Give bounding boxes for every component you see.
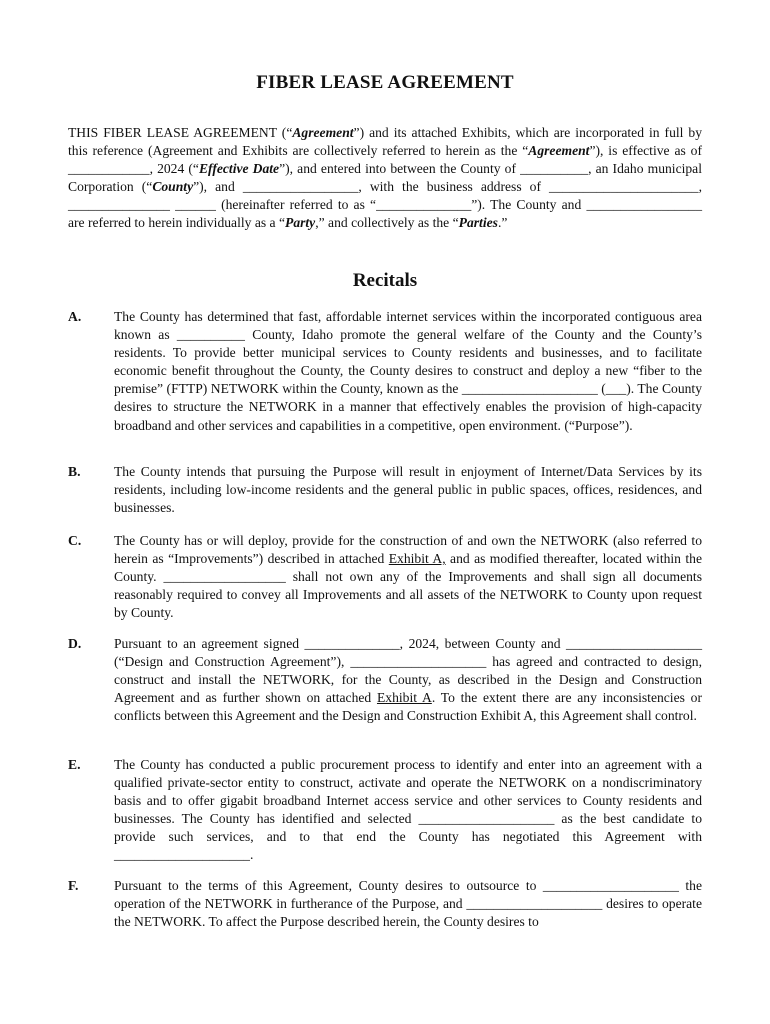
recital-b	[68, 463, 702, 517]
recital-letter: B.	[68, 464, 81, 479]
defined-term-county: County	[152, 179, 194, 195]
intro-text-part: ”), is effective as of ____________, 2024 (“	[68, 143, 702, 177]
recital-e	[68, 756, 702, 865]
recital-text: The County has conducted a public procurement process to identify and enter into an agreement with a qualified private-sector entity to construct, activate and operate the NETWORK on a nondiscriminatory basis and to offer gigabit broadband Internet access service and other services to County residents and businesses. The County has identified and selected ____________________ as the best candidate to provide such services, and to that end the County has negotiated this Agreement with ____________________.	[114, 757, 702, 863]
recital-text: Pursuant to the terms of this Agreement, County desires to outsource to ____________________ the operation of the NETWORK in furtherance of the Purpose, and ____________________ desires to operate the NETWORK. To affect the Purpose described herein, the County desires to	[114, 878, 702, 930]
recital-text-part: . To the extent there are any inconsistencies or conflicts between this Agreement and the Design and Construction Exhibit A, this Agreement shall control.	[114, 690, 702, 724]
recital-letter: E.	[68, 757, 81, 772]
recital-text	[114, 635, 702, 725]
recital-text-part: Pursuant to an agreement signed ______________, 2024, between County and ____________________ (“Design and Construction Agreement”), ____________________ has agreed and contracted to design, construct and install the NETWORK, for the County, as described in the Design and Construction Agreement and as further shown on attached	[114, 636, 702, 706]
intro-text-part: ,” and collectively as the “	[315, 215, 459, 231]
intro-paragraph	[68, 124, 702, 233]
defined-term-parties: Parties	[458, 215, 498, 231]
intro-text-part: .”	[497, 215, 508, 231]
defined-term-effective-date: Effective Date	[198, 161, 280, 177]
exhibit-a-reference: Exhibit A,	[388, 551, 446, 567]
intro-text-part: THIS FIBER LEASE AGREEMENT (“	[68, 125, 293, 140]
recital-text-part: and as modified thereafter, located within the County. __________________ shall not own any of the Improvements and shall sign all documents reasonably required to convey all Improvements and all assets of the NETWORK to County upon request by County.	[114, 551, 702, 621]
defined-term-agreement: Agreement	[528, 143, 590, 159]
intro-text-part: ”) and its attached Exhibits, which are incorporated in full by this reference (Agreement and Exhibits are collectively referred to herein as the “	[68, 125, 702, 159]
intro-text	[68, 124, 702, 233]
recital-text-part: The County has or will deploy, provide for the construction of and own the NETWORK (also referred to herein as “Improvements”) described in attached	[114, 533, 702, 567]
recital-a	[68, 308, 702, 435]
recital-letter: D.	[68, 636, 82, 651]
recital-text	[114, 532, 702, 622]
defined-term-agreement: Agreement	[292, 125, 354, 140]
intro-text-part: ”), and entered into between the County of __________, an Idaho municipal Corporation (“	[68, 161, 702, 195]
exhibit-a-reference: Exhibit A	[376, 690, 432, 706]
recital-text: The County has determined that fast, affordable internet services within the incorporated contiguous area known as __________ County, Idaho promote the general welfare of the County and the County’s residents. To provide better municipal services to County residents and businesses, and to facilitate economic benefit throughout the County, the County desires to construct and deploy a new “fiber to the premise” (FTTP) NETWORK within the County, known as the ____________________ (___). The County desires to structure the NETWORK in a manner that effectively enables the provision of high-capacity broadband and other services and capabilities in a competitive, open environment. (“Purpose”).	[114, 309, 702, 433]
recital-letter: C.	[68, 533, 82, 548]
document-title: FIBER LEASE AGREEMENT	[256, 72, 514, 93]
recital-text: The County intends that pursuing the Purpose will result in enjoyment of Internet/Data Services by its residents, including low-income residents and the general public in public spaces, offices, residences, and businesses.	[114, 464, 702, 516]
recitals-heading: Recitals	[352, 270, 418, 291]
recital-f	[68, 877, 702, 931]
recital-letter: F.	[68, 878, 79, 893]
recital-d	[68, 635, 702, 725]
defined-term-party: Party	[285, 215, 316, 231]
intro-text-part: ”), and _________________, with the business address of ______________________, _______________ ______ (hereinafter referred to as “______________”). The County and _________________ are referred to herein individually as a “	[68, 179, 702, 231]
recital-c	[68, 532, 702, 622]
recital-letter: A.	[68, 309, 82, 324]
